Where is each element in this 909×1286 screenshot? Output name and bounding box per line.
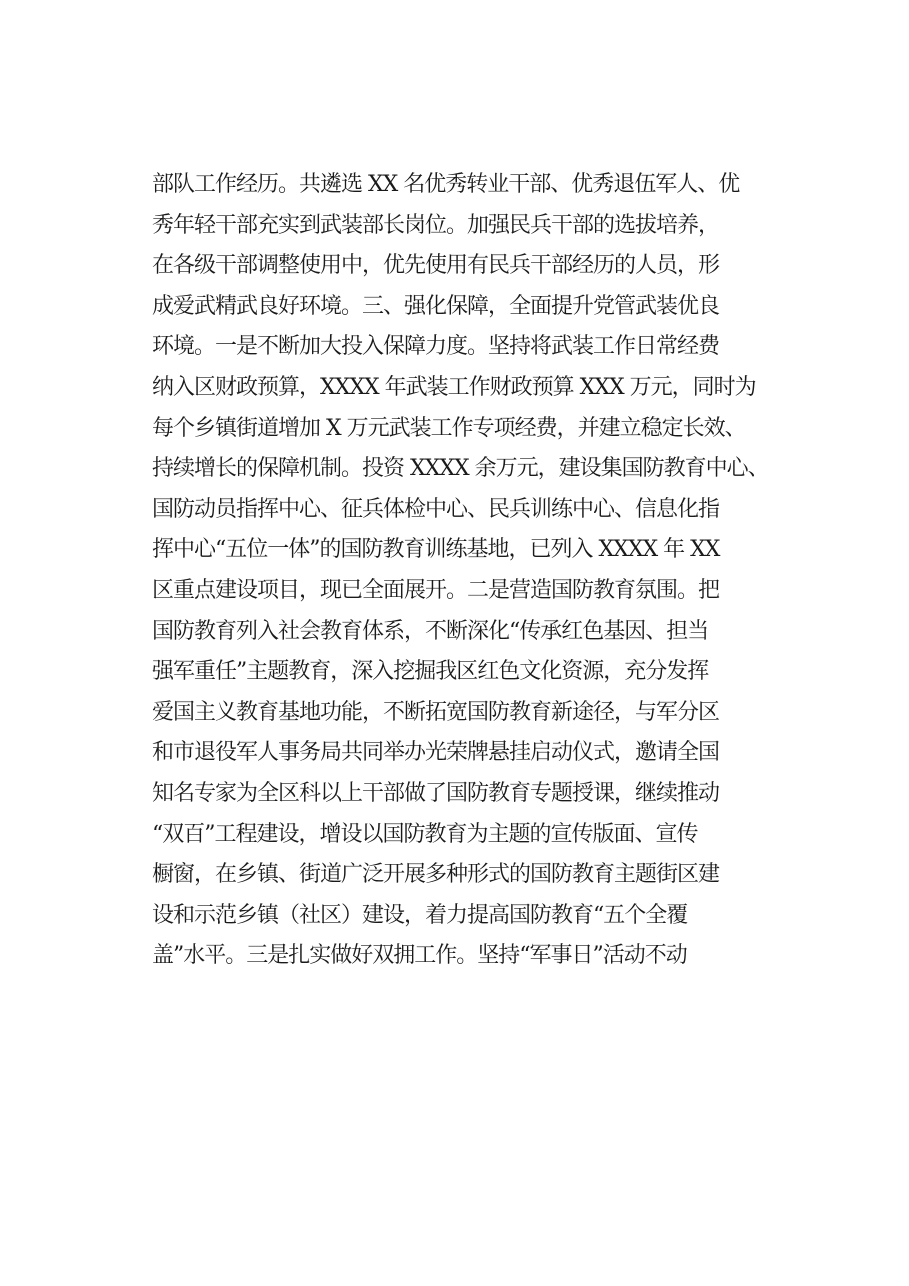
text-line: “双百”工程建设，增设以国防教育为主题的宣传版面、宣传	[152, 821, 698, 847]
text-line: 部队工作经历。共遴选 XX 名优秀转业干部、优秀退伍军人、优	[152, 172, 740, 197]
text-line: 每个乡镇街道增加 X 万元武装工作专项经费，并建立稳定长效、	[152, 415, 746, 441]
body-text	[152, 165, 792, 977]
text-line: 强军重任”主题教育，深入挖掘我区红色文化资源，充分发挥	[152, 659, 709, 685]
text-line: 设和示范乡镇（社区）建设，着力提高国防教育“五个全覆	[152, 902, 688, 928]
text-line: 爱国主义教育基地功能，不断拓宽国防教育新途径，与军分区	[152, 699, 720, 725]
text-line: 环境。一是不断加大投入保障力度。坚持将武装工作日常经费	[152, 334, 720, 360]
text-line: 成爱武精武良好环境。三、强化保障，全面提升党管武装优良	[152, 293, 720, 319]
text-line: 持续增长的保障机制。投资 XXXX 余万元，建设集国防教育中心、	[152, 456, 769, 482]
text-line: 在各级干部调整使用中，优先使用有民兵干部经历的人员，形	[152, 253, 720, 279]
text-line: 纳入区财政预算，XXXX 年武装工作财政预算 XXX 万元，同时为	[152, 374, 756, 400]
text-line: 知名专家为全区科以上干部做了国防教育专题授课，继续推动	[152, 780, 720, 806]
text-line: 盖”水平。三是扎实做好双拥工作。坚持“军事日”活动不动	[152, 943, 687, 969]
text-line: 秀年轻干部充实到武装部长岗位。加强民兵干部的选拔培养，	[152, 212, 720, 238]
text-line: 区重点建设项目，现已全面展开。二是营造国防教育氛围。把	[152, 577, 720, 603]
text-line: 挥中心“五位一体”的国防教育训练基地，已列入 XXXX 年 XX	[152, 537, 720, 563]
text-line: 国防教育列入社会教育体系，不断深化“传承红色基因、担当	[152, 618, 709, 644]
text-line: 橱窗，在乡镇、街道广泛开展多种形式的国防教育主题街区建	[152, 862, 720, 888]
text-line: 和市退役军人事务局共同举办光荣牌悬挂启动仪式，邀请全国	[152, 740, 720, 766]
text-line: 国防动员指挥中心、征兵体检中心、民兵训练中心、信息化指	[152, 496, 720, 522]
